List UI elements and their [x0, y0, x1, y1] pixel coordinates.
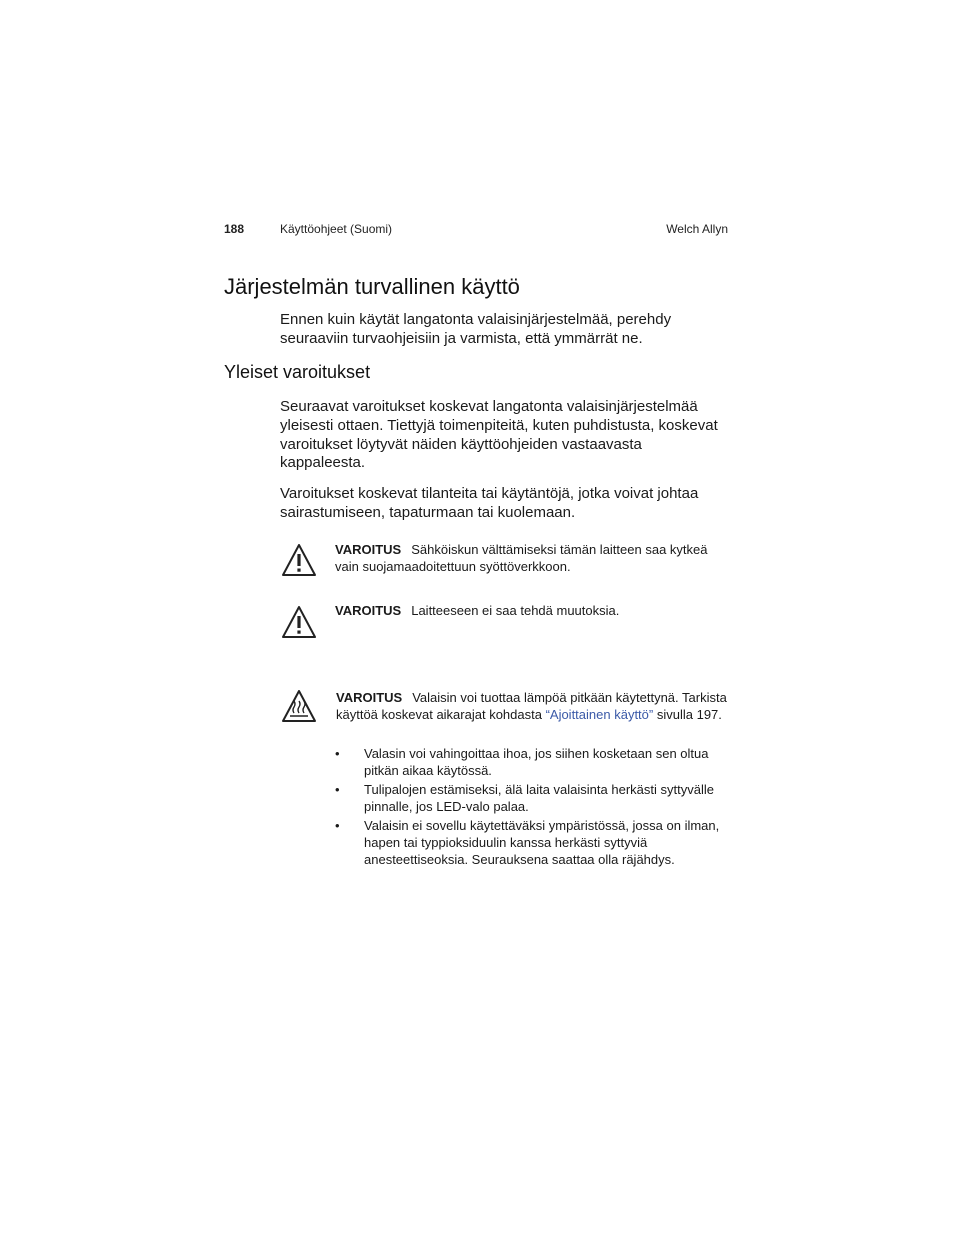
warning-text-after: sivulla 197. [653, 707, 722, 722]
cross-reference-link[interactable]: “Ajoittainen käyttö” [545, 707, 654, 722]
warning-text: Valaisin voi tuottaa lämpöä pitkään käytettynä. Tarkista käyttöä koskevat aikarajat kohdasta [336, 690, 727, 722]
warning-label: VAROITUS [335, 542, 402, 557]
section-intro: Ennen kuin käytät langatonta valaisinjärjestelmää, perehdy seuraaviin turvaohjeisiin ja varmista, että ymmärrät ne. [280, 311, 672, 347]
warning-text: Laitteeseen ei saa tehdä muutoksia. [411, 603, 620, 618]
brand-name: Welch Allyn [666, 222, 728, 236]
bullet-icon: • [335, 746, 340, 761]
warnings-scope-paragraph: Varoitukset koskevat tilanteita tai käytäntöjä, jotka voivat johtaa sairastumiseen, tapaturmaan tai kuolemaan. [280, 485, 699, 521]
warning-heat [336, 689, 730, 723]
bullet-icon: • [335, 782, 340, 797]
list-item: • Valaisin ei sovellu käytettäväksi ympäristössä, jossa on ilman, hapen tai typpioksiduulin kanssa herkästi syttyviä anesteettiseoksia. Seurauksena saattaa olla räjähdys. [335, 818, 720, 867]
hot-surface-icon [281, 688, 317, 724]
warning-text: Sähköiskun välttämiseksi tämän laitteen saa kytkeä vain suojamaadoitettuun syöttöverkkoon. [335, 542, 708, 574]
page-number: 188 [224, 222, 245, 236]
warning-no-modifications [335, 602, 730, 619]
warning-triangle-icon [281, 604, 317, 640]
manual-title: Käyttöohjeet (Suomi) [280, 222, 393, 236]
bullet-icon: • [335, 818, 340, 833]
heat-warning-bullets [335, 745, 730, 870]
warning-triangle-icon [281, 542, 317, 578]
section-title: Järjestelmän turvallinen käyttö [224, 274, 520, 299]
general-warnings-paragraph: Seuraavat varoitukset koskevat langatonta valaisinjärjestelmää yleisesti ottaen. Tiettyjä toimenpiteitä, kuten puhdistusta, koskevat varoitukset löytyvät näiden käyttöohjeiden vastaavasta kappaleesta. [280, 398, 718, 472]
warning-electric-shock [335, 541, 730, 575]
warning-label: VAROITUS [335, 603, 402, 618]
list-item: • Tulipalojen estämiseksi, älä laita valaisinta herkästi syttyvälle pinnalle, jos LED-valo palaa. [335, 782, 714, 814]
list-item: • Valasin voi vahingoittaa ihoa, jos siihen kosketaan sen oltua pitkän aikaa käytössä. [335, 746, 709, 778]
subsection-title: Yleiset varoitukset [224, 362, 371, 382]
warning-label: VAROITUS [336, 690, 403, 705]
